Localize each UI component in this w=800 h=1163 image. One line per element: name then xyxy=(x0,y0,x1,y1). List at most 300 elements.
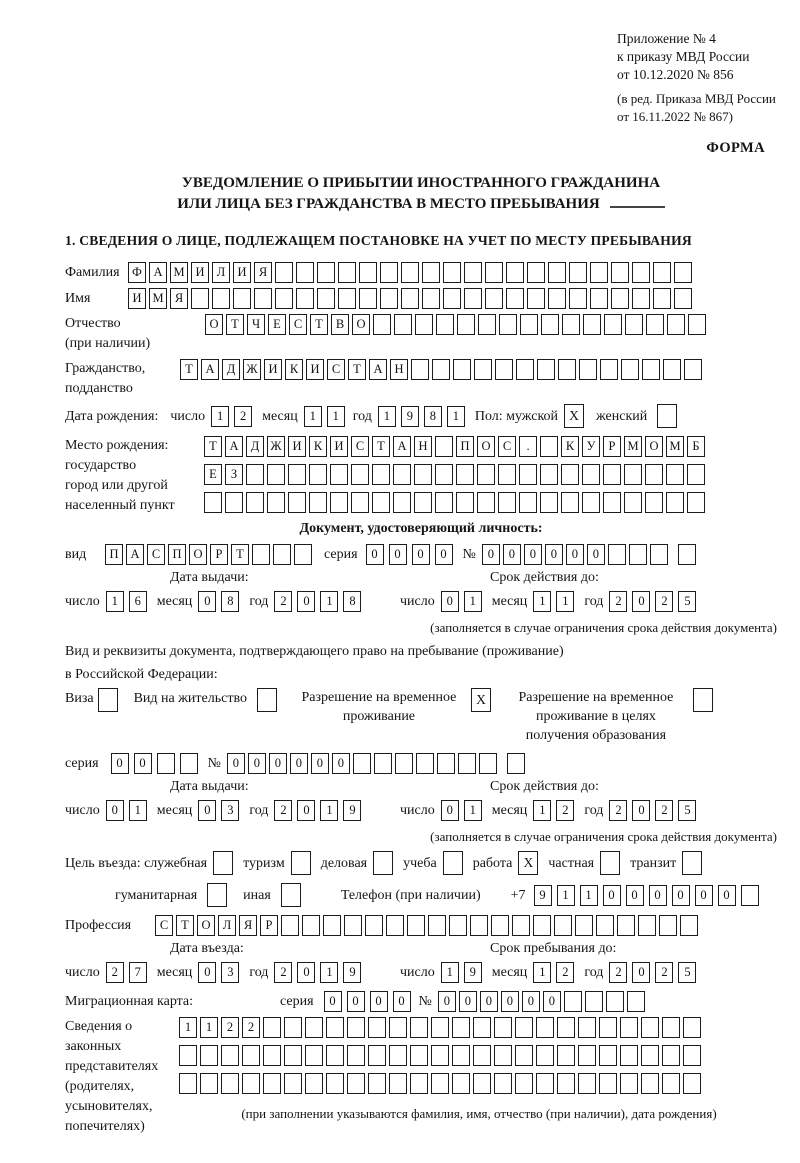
char-box[interactable] xyxy=(204,492,222,513)
char-box[interactable] xyxy=(662,1017,680,1038)
char-box[interactable]: Р xyxy=(210,544,228,565)
char-box[interactable]: 0 xyxy=(632,800,650,821)
char-box[interactable] xyxy=(284,1045,302,1066)
char-box[interactable]: . xyxy=(519,436,537,457)
char-box[interactable]: 0 xyxy=(134,753,152,774)
char-box[interactable]: М xyxy=(666,436,684,457)
char-box[interactable]: 0 xyxy=(297,800,315,821)
char-box[interactable] xyxy=(611,262,629,283)
char-box[interactable] xyxy=(309,464,327,485)
char-box[interactable]: И xyxy=(128,288,146,309)
char-box[interactable] xyxy=(687,492,705,513)
char-box[interactable]: С xyxy=(155,915,173,936)
char-box[interactable]: Б xyxy=(687,436,705,457)
char-box[interactable] xyxy=(519,492,537,513)
char-box[interactable]: 1 xyxy=(200,1017,218,1038)
char-box[interactable] xyxy=(620,1073,638,1094)
char-box[interactable] xyxy=(344,915,362,936)
char-box[interactable] xyxy=(431,1073,449,1094)
char-box[interactable] xyxy=(452,1045,470,1066)
char-box[interactable]: 0 xyxy=(324,991,342,1012)
char-box[interactable] xyxy=(687,464,705,485)
char-box[interactable]: И xyxy=(330,436,348,457)
char-box[interactable] xyxy=(372,492,390,513)
char-box[interactable] xyxy=(582,492,600,513)
char-box[interactable] xyxy=(533,915,551,936)
char-box[interactable] xyxy=(667,314,685,335)
char-box[interactable]: 5 xyxy=(678,800,696,821)
char-box[interactable]: 0 xyxy=(227,753,245,774)
char-box[interactable]: 5 xyxy=(678,591,696,612)
char-box[interactable]: С xyxy=(147,544,165,565)
char-box[interactable] xyxy=(624,492,642,513)
char-box[interactable]: 8 xyxy=(424,406,442,427)
char-box[interactable]: А xyxy=(225,436,243,457)
char-box[interactable] xyxy=(288,464,306,485)
char-box[interactable] xyxy=(506,288,524,309)
char-box[interactable] xyxy=(410,1073,428,1094)
char-box[interactable] xyxy=(596,915,614,936)
char-box[interactable]: 0 xyxy=(672,885,690,906)
char-box[interactable] xyxy=(604,314,622,335)
char-box[interactable] xyxy=(512,915,530,936)
char-box[interactable]: 2 xyxy=(556,800,574,821)
char-box[interactable] xyxy=(252,544,270,565)
char-box[interactable] xyxy=(578,1045,596,1066)
char-box[interactable] xyxy=(653,262,671,283)
char-box[interactable]: П xyxy=(105,544,123,565)
char-box[interactable]: А xyxy=(201,359,219,380)
char-box[interactable] xyxy=(662,1073,680,1094)
char-box[interactable] xyxy=(432,359,450,380)
char-box[interactable] xyxy=(629,544,647,565)
char-box[interactable]: 0 xyxy=(501,991,519,1012)
char-box[interactable] xyxy=(641,1017,659,1038)
char-box[interactable] xyxy=(515,1045,533,1066)
char-box[interactable]: 0 xyxy=(441,800,459,821)
char-box[interactable] xyxy=(207,883,227,907)
char-box[interactable] xyxy=(558,359,576,380)
char-box[interactable]: И xyxy=(306,359,324,380)
char-box[interactable] xyxy=(267,492,285,513)
char-box[interactable] xyxy=(477,492,495,513)
char-box[interactable]: 0 xyxy=(311,753,329,774)
char-box[interactable] xyxy=(326,1045,344,1066)
char-box[interactable]: X xyxy=(564,404,584,428)
char-box[interactable]: Е xyxy=(204,464,222,485)
char-box[interactable] xyxy=(330,464,348,485)
char-box[interactable] xyxy=(599,1045,617,1066)
char-box[interactable]: О xyxy=(352,314,370,335)
char-box[interactable] xyxy=(491,915,509,936)
char-box[interactable] xyxy=(564,991,582,1012)
char-box[interactable] xyxy=(536,1017,554,1038)
char-box[interactable]: 1 xyxy=(327,406,345,427)
char-box[interactable]: 2 xyxy=(655,962,673,983)
char-box[interactable] xyxy=(599,1017,617,1038)
char-box[interactable]: 0 xyxy=(480,991,498,1012)
char-box[interactable] xyxy=(380,262,398,283)
char-box[interactable]: Р xyxy=(603,436,621,457)
char-box[interactable] xyxy=(338,288,356,309)
char-box[interactable]: С xyxy=(289,314,307,335)
char-box[interactable]: 1 xyxy=(464,800,482,821)
char-box[interactable] xyxy=(386,915,404,936)
char-box[interactable] xyxy=(317,288,335,309)
char-box[interactable] xyxy=(485,262,503,283)
char-box[interactable]: И xyxy=(288,436,306,457)
char-box[interactable]: Ф xyxy=(128,262,146,283)
char-box[interactable] xyxy=(296,262,314,283)
char-box[interactable]: Н xyxy=(414,436,432,457)
char-box[interactable] xyxy=(642,359,660,380)
char-box[interactable] xyxy=(599,1073,617,1094)
char-box[interactable] xyxy=(309,492,327,513)
char-box[interactable] xyxy=(600,851,620,875)
char-box[interactable] xyxy=(389,1017,407,1038)
char-box[interactable]: 1 xyxy=(441,962,459,983)
char-box[interactable]: С xyxy=(498,436,516,457)
char-box[interactable] xyxy=(347,1073,365,1094)
char-box[interactable]: 0 xyxy=(332,753,350,774)
char-box[interactable]: Ж xyxy=(267,436,285,457)
char-box[interactable] xyxy=(368,1073,386,1094)
char-box[interactable] xyxy=(479,753,497,774)
char-box[interactable] xyxy=(464,262,482,283)
char-box[interactable] xyxy=(416,753,434,774)
char-box[interactable]: 2 xyxy=(242,1017,260,1038)
char-box[interactable] xyxy=(368,1045,386,1066)
char-box[interactable] xyxy=(540,436,558,457)
char-box[interactable] xyxy=(353,753,371,774)
char-box[interactable] xyxy=(273,544,291,565)
char-box[interactable] xyxy=(263,1073,281,1094)
char-box[interactable] xyxy=(368,1017,386,1038)
char-box[interactable]: 0 xyxy=(198,591,216,612)
char-box[interactable] xyxy=(294,544,312,565)
char-box[interactable] xyxy=(495,359,513,380)
char-box[interactable] xyxy=(422,262,440,283)
char-box[interactable]: 0 xyxy=(198,962,216,983)
char-box[interactable]: 9 xyxy=(464,962,482,983)
char-box[interactable] xyxy=(516,359,534,380)
char-box[interactable] xyxy=(422,288,440,309)
char-box[interactable] xyxy=(645,492,663,513)
char-box[interactable] xyxy=(443,288,461,309)
char-box[interactable] xyxy=(666,492,684,513)
char-box[interactable] xyxy=(632,288,650,309)
char-box[interactable]: 1 xyxy=(533,800,551,821)
char-box[interactable] xyxy=(494,1073,512,1094)
char-box[interactable] xyxy=(579,359,597,380)
char-box[interactable] xyxy=(611,288,629,309)
char-box[interactable] xyxy=(498,492,516,513)
char-box[interactable] xyxy=(582,464,600,485)
char-box[interactable] xyxy=(347,1017,365,1038)
char-box[interactable] xyxy=(663,359,681,380)
char-box[interactable] xyxy=(267,464,285,485)
char-box[interactable] xyxy=(288,492,306,513)
char-box[interactable]: И xyxy=(191,262,209,283)
char-box[interactable] xyxy=(683,1017,701,1038)
char-box[interactable] xyxy=(515,1017,533,1038)
char-box[interactable] xyxy=(519,464,537,485)
char-box[interactable] xyxy=(372,464,390,485)
char-box[interactable] xyxy=(498,464,516,485)
char-box[interactable] xyxy=(257,688,277,712)
char-box[interactable] xyxy=(569,288,587,309)
char-box[interactable] xyxy=(411,359,429,380)
char-box[interactable] xyxy=(520,314,538,335)
char-box[interactable] xyxy=(305,1017,323,1038)
char-box[interactable]: 1 xyxy=(320,962,338,983)
char-box[interactable] xyxy=(540,492,558,513)
char-box[interactable] xyxy=(395,753,413,774)
char-box[interactable]: 9 xyxy=(343,800,361,821)
char-box[interactable]: 0 xyxy=(522,991,540,1012)
char-box[interactable]: 0 xyxy=(111,753,129,774)
char-box[interactable] xyxy=(608,544,626,565)
char-box[interactable]: 0 xyxy=(482,544,500,565)
char-box[interactable] xyxy=(590,262,608,283)
char-box[interactable] xyxy=(457,314,475,335)
char-box[interactable] xyxy=(554,915,572,936)
char-box[interactable] xyxy=(641,1073,659,1094)
char-box[interactable]: Р xyxy=(260,915,278,936)
char-box[interactable] xyxy=(606,991,624,1012)
char-box[interactable]: К xyxy=(561,436,579,457)
char-box[interactable] xyxy=(494,1045,512,1066)
char-box[interactable] xyxy=(458,753,476,774)
char-box[interactable]: В xyxy=(331,314,349,335)
char-box[interactable] xyxy=(393,492,411,513)
char-box[interactable]: 1 xyxy=(533,591,551,612)
char-box[interactable] xyxy=(583,314,601,335)
char-box[interactable] xyxy=(569,262,587,283)
char-box[interactable]: Л xyxy=(218,915,236,936)
char-box[interactable]: 0 xyxy=(198,800,216,821)
char-box[interactable] xyxy=(389,1045,407,1066)
char-box[interactable] xyxy=(330,492,348,513)
char-box[interactable]: X xyxy=(518,851,538,875)
char-box[interactable]: Т xyxy=(180,359,198,380)
char-box[interactable]: 1 xyxy=(211,406,229,427)
char-box[interactable] xyxy=(548,288,566,309)
char-box[interactable] xyxy=(506,262,524,283)
char-box[interactable]: Т xyxy=(310,314,328,335)
char-box[interactable] xyxy=(557,1017,575,1038)
char-box[interactable]: 1 xyxy=(556,591,574,612)
char-box[interactable]: 8 xyxy=(221,591,239,612)
char-box[interactable] xyxy=(650,544,668,565)
char-box[interactable] xyxy=(380,288,398,309)
char-box[interactable]: 0 xyxy=(543,991,561,1012)
char-box[interactable] xyxy=(578,1073,596,1094)
char-box[interactable] xyxy=(620,1045,638,1066)
char-box[interactable] xyxy=(678,544,696,565)
char-box[interactable]: 2 xyxy=(274,962,292,983)
char-box[interactable]: Я xyxy=(239,915,257,936)
char-box[interactable] xyxy=(541,314,559,335)
char-box[interactable] xyxy=(389,1073,407,1094)
char-box[interactable]: 0 xyxy=(626,885,644,906)
char-box[interactable]: 2 xyxy=(274,800,292,821)
char-box[interactable] xyxy=(627,991,645,1012)
char-box[interactable]: 0 xyxy=(370,991,388,1012)
char-box[interactable]: П xyxy=(456,436,474,457)
char-box[interactable]: 2 xyxy=(106,962,124,983)
char-box[interactable] xyxy=(338,262,356,283)
char-box[interactable] xyxy=(494,1017,512,1038)
char-box[interactable]: 2 xyxy=(221,1017,239,1038)
char-box[interactable] xyxy=(225,492,243,513)
char-box[interactable] xyxy=(684,359,702,380)
char-box[interactable]: 0 xyxy=(566,544,584,565)
char-box[interactable] xyxy=(221,1073,239,1094)
char-box[interactable]: 0 xyxy=(632,591,650,612)
char-box[interactable]: 0 xyxy=(587,544,605,565)
char-box[interactable] xyxy=(415,314,433,335)
char-box[interactable] xyxy=(317,262,335,283)
char-box[interactable]: 2 xyxy=(609,591,627,612)
char-box[interactable]: О xyxy=(197,915,215,936)
char-box[interactable]: 1 xyxy=(557,885,575,906)
char-box[interactable]: 1 xyxy=(464,591,482,612)
char-box[interactable] xyxy=(638,915,656,936)
char-box[interactable]: Т xyxy=(226,314,244,335)
char-box[interactable] xyxy=(428,915,446,936)
char-box[interactable] xyxy=(284,1017,302,1038)
char-box[interactable]: 1 xyxy=(580,885,598,906)
char-box[interactable]: 1 xyxy=(106,591,124,612)
char-box[interactable]: 9 xyxy=(401,406,419,427)
char-box[interactable]: Л xyxy=(212,262,230,283)
char-box[interactable] xyxy=(98,688,118,712)
char-box[interactable] xyxy=(600,359,618,380)
char-box[interactable]: 2 xyxy=(609,800,627,821)
char-box[interactable] xyxy=(473,1073,491,1094)
char-box[interactable] xyxy=(284,1073,302,1094)
char-box[interactable] xyxy=(485,288,503,309)
char-box[interactable]: Т xyxy=(231,544,249,565)
char-box[interactable] xyxy=(575,915,593,936)
char-box[interactable]: 1 xyxy=(179,1017,197,1038)
char-box[interactable] xyxy=(242,1073,260,1094)
char-box[interactable] xyxy=(323,915,341,936)
char-box[interactable] xyxy=(305,1045,323,1066)
char-box[interactable]: 3 xyxy=(221,962,239,983)
char-box[interactable]: 0 xyxy=(438,991,456,1012)
char-box[interactable] xyxy=(347,1045,365,1066)
char-box[interactable] xyxy=(557,1045,575,1066)
char-box[interactable] xyxy=(351,492,369,513)
char-box[interactable]: 0 xyxy=(269,753,287,774)
char-box[interactable]: 3 xyxy=(221,800,239,821)
char-box[interactable] xyxy=(688,314,706,335)
char-box[interactable] xyxy=(620,1017,638,1038)
char-box[interactable] xyxy=(281,915,299,936)
char-box[interactable]: 0 xyxy=(106,800,124,821)
char-box[interactable] xyxy=(561,492,579,513)
char-box[interactable]: 1 xyxy=(304,406,322,427)
char-box[interactable] xyxy=(603,492,621,513)
char-box[interactable] xyxy=(645,464,663,485)
char-box[interactable]: 1 xyxy=(378,406,396,427)
char-box[interactable] xyxy=(365,915,383,936)
char-box[interactable] xyxy=(456,464,474,485)
char-box[interactable] xyxy=(680,915,698,936)
char-box[interactable] xyxy=(200,1045,218,1066)
char-box[interactable]: Д xyxy=(222,359,240,380)
char-box[interactable] xyxy=(394,314,412,335)
char-box[interactable]: П xyxy=(168,544,186,565)
char-box[interactable] xyxy=(393,464,411,485)
char-box[interactable] xyxy=(603,464,621,485)
char-box[interactable]: 0 xyxy=(297,591,315,612)
char-box[interactable]: 0 xyxy=(695,885,713,906)
char-box[interactable] xyxy=(499,314,517,335)
char-box[interactable] xyxy=(741,885,759,906)
char-box[interactable] xyxy=(624,464,642,485)
char-box[interactable]: 9 xyxy=(343,962,361,983)
char-box[interactable]: М xyxy=(624,436,642,457)
char-box[interactable]: З xyxy=(225,464,243,485)
char-box[interactable] xyxy=(527,288,545,309)
char-box[interactable] xyxy=(507,753,525,774)
char-box[interactable]: 2 xyxy=(274,591,292,612)
char-box[interactable]: 0 xyxy=(718,885,736,906)
char-box[interactable] xyxy=(443,262,461,283)
char-box[interactable] xyxy=(470,915,488,936)
char-box[interactable] xyxy=(464,288,482,309)
char-box[interactable] xyxy=(659,915,677,936)
char-box[interactable] xyxy=(179,1045,197,1066)
char-box[interactable] xyxy=(374,753,392,774)
char-box[interactable] xyxy=(431,1045,449,1066)
char-box[interactable] xyxy=(515,1073,533,1094)
char-box[interactable] xyxy=(263,1017,281,1038)
char-box[interactable]: М xyxy=(170,262,188,283)
char-box[interactable] xyxy=(302,915,320,936)
char-box[interactable]: А xyxy=(149,262,167,283)
char-box[interactable] xyxy=(296,288,314,309)
char-box[interactable] xyxy=(452,1073,470,1094)
char-box[interactable] xyxy=(666,464,684,485)
char-box[interactable]: 1 xyxy=(533,962,551,983)
char-box[interactable]: 0 xyxy=(412,544,430,565)
char-box[interactable]: 7 xyxy=(129,962,147,983)
char-box[interactable] xyxy=(213,851,233,875)
char-box[interactable]: 2 xyxy=(609,962,627,983)
char-box[interactable] xyxy=(641,1045,659,1066)
char-box[interactable] xyxy=(662,1045,680,1066)
char-box[interactable] xyxy=(263,1045,281,1066)
char-box[interactable] xyxy=(590,288,608,309)
char-box[interactable] xyxy=(407,915,425,936)
char-box[interactable]: X xyxy=(471,688,491,712)
char-box[interactable]: 0 xyxy=(393,991,411,1012)
char-box[interactable]: Ч xyxy=(247,314,265,335)
char-box[interactable]: А xyxy=(369,359,387,380)
char-box[interactable] xyxy=(578,1017,596,1038)
char-box[interactable] xyxy=(401,262,419,283)
char-box[interactable]: Я xyxy=(254,262,272,283)
char-box[interactable] xyxy=(191,288,209,309)
char-box[interactable] xyxy=(453,359,471,380)
char-box[interactable] xyxy=(653,288,671,309)
char-box[interactable] xyxy=(435,436,453,457)
char-box[interactable]: 8 xyxy=(343,591,361,612)
